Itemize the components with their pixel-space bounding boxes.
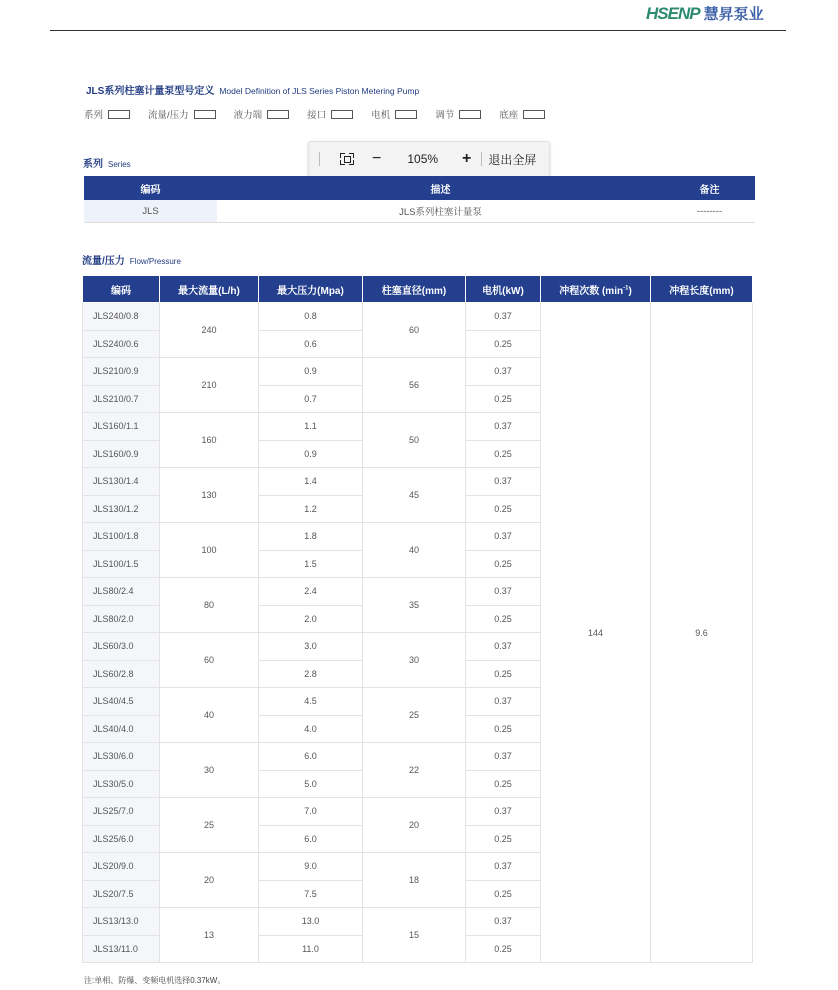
legend-item <box>84 107 130 121</box>
legend-box <box>267 110 289 119</box>
legend-box <box>395 110 417 119</box>
max-pressure-cell: 6.0 <box>259 825 363 853</box>
model-code-cell: JLS30/5.0 <box>83 770 160 798</box>
legend-label: 调节 <box>435 110 455 121</box>
column-header: 最大流量(L/h) <box>160 276 259 303</box>
model-code-cell: JLS40/4.0 <box>83 715 160 743</box>
toolbar-divider <box>319 152 320 166</box>
model-code-cell: JLS13/11.0 <box>83 935 160 963</box>
column-header-tail: ) <box>628 285 632 297</box>
max-flow-cell: 60 <box>160 633 259 688</box>
plunger-diameter-cell: 60 <box>363 303 466 358</box>
viewer-toolbar <box>308 141 550 177</box>
max-pressure-cell: 1.2 <box>259 495 363 523</box>
legend-label: 接口 <box>307 110 327 121</box>
column-header <box>541 276 651 303</box>
max-flow-cell: 20 <box>160 853 259 908</box>
zoom-in-button[interactable]: + <box>462 150 472 167</box>
zoom-level: 105% <box>407 152 439 166</box>
legend-item <box>371 107 417 121</box>
stroke-length-cell: 9.6 <box>651 303 753 963</box>
max-pressure-cell: 0.7 <box>259 385 363 413</box>
column-header: 柱塞直径(mm) <box>363 276 466 303</box>
model-code-cell: JLS210/0.9 <box>83 358 160 386</box>
model-code-cell: JLS13/13.0 <box>83 908 160 936</box>
column-header: 编码 <box>84 176 217 200</box>
flow-heading <box>82 252 181 267</box>
max-pressure-cell: 1.1 <box>259 413 363 441</box>
plunger-diameter-cell: 25 <box>363 688 466 743</box>
max-pressure-cell: 11.0 <box>259 935 363 963</box>
motor-power-cell: 0.37 <box>466 468 541 496</box>
max-flow-cell: 40 <box>160 688 259 743</box>
model-code-cell: JLS60/3.0 <box>83 633 160 661</box>
table-row <box>83 303 753 331</box>
model-code-cell: JLS240/0.6 <box>83 330 160 358</box>
max-pressure-cell: 2.4 <box>259 578 363 606</box>
plunger-diameter-cell: 15 <box>363 908 466 963</box>
plunger-diameter-cell: 56 <box>363 358 466 413</box>
column-header-text: 冲程次数 (min <box>559 285 624 297</box>
motor-power-cell: 0.37 <box>466 303 541 331</box>
legend-item <box>499 107 545 121</box>
max-pressure-cell: 0.9 <box>259 440 363 468</box>
max-pressure-cell: 0.9 <box>259 358 363 386</box>
motor-power-cell: 0.25 <box>466 770 541 798</box>
brand-name: 慧昇泵业 <box>703 6 764 23</box>
page-title-en: Model Definition of JLS Series Piston Metering Pump <box>219 86 420 96</box>
toolbar-divider <box>481 152 482 166</box>
stroke-rate-cell: 144 <box>541 303 651 963</box>
model-code-cell: JLS130/1.2 <box>83 495 160 523</box>
motor-power-cell: 0.37 <box>466 358 541 386</box>
flow-heading-cn: 流量/压力 <box>82 256 125 267</box>
motor-power-cell: 0.25 <box>466 330 541 358</box>
model-code-cell: JLS25/7.0 <box>83 798 160 826</box>
table-row <box>84 200 755 223</box>
model-code-cell: JLS40/4.5 <box>83 688 160 716</box>
model-code-cell: JLS100/1.5 <box>83 550 160 578</box>
plunger-diameter-cell: 20 <box>363 798 466 853</box>
max-flow-cell: 13 <box>160 908 259 963</box>
max-flow-cell: 130 <box>160 468 259 523</box>
legend-label: 流量/压力 <box>148 110 189 121</box>
plunger-diameter-cell: 35 <box>363 578 466 633</box>
motor-power-cell: 0.25 <box>466 880 541 908</box>
legend-label: 底座 <box>499 110 519 121</box>
motor-power-cell: 0.25 <box>466 385 541 413</box>
motor-power-cell: 0.25 <box>466 715 541 743</box>
motor-power-cell: 0.25 <box>466 660 541 688</box>
max-pressure-cell: 1.4 <box>259 468 363 496</box>
model-code-cell: JLS25/6.0 <box>83 825 160 853</box>
max-pressure-cell: 4.0 <box>259 715 363 743</box>
table-cell: JLS <box>84 200 217 223</box>
motor-power-cell: 0.25 <box>466 440 541 468</box>
motor-power-cell: 0.37 <box>466 853 541 881</box>
model-code-cell: JLS100/1.8 <box>83 523 160 551</box>
column-header: 电机(kW) <box>466 276 541 303</box>
max-flow-cell: 100 <box>160 523 259 578</box>
max-pressure-cell: 0.6 <box>259 330 363 358</box>
max-pressure-cell: 13.0 <box>259 908 363 936</box>
motor-power-cell: 0.37 <box>466 523 541 551</box>
model-code-cell: JLS240/0.8 <box>83 303 160 331</box>
brand-logo-text: HSENP <box>646 3 700 23</box>
legend-item <box>148 107 216 121</box>
model-code-cell: JLS20/7.5 <box>83 880 160 908</box>
max-pressure-cell: 4.5 <box>259 688 363 716</box>
max-pressure-cell: 3.0 <box>259 633 363 661</box>
model-code-cell: JLS210/0.7 <box>83 385 160 413</box>
plunger-diameter-cell: 50 <box>363 413 466 468</box>
motor-power-cell: 0.25 <box>466 550 541 578</box>
series-heading-cn: 系列 <box>83 159 103 170</box>
max-pressure-cell: 0.8 <box>259 303 363 331</box>
series-table <box>84 176 755 223</box>
max-pressure-cell: 7.0 <box>259 798 363 826</box>
motor-power-cell: 0.37 <box>466 578 541 606</box>
brand-logo <box>646 3 764 24</box>
motor-power-cell: 0.37 <box>466 633 541 661</box>
table-cell: -------- <box>664 200 755 223</box>
motor-power-cell: 0.25 <box>466 605 541 633</box>
legend-item <box>307 107 353 121</box>
max-pressure-cell: 1.8 <box>259 523 363 551</box>
flow-pressure-table <box>82 275 753 963</box>
model-code-cell: JLS160/1.1 <box>83 413 160 441</box>
plunger-diameter-cell: 18 <box>363 853 466 908</box>
table-cell: JLS系列柱塞计量泵 <box>217 200 664 223</box>
legend-box <box>331 110 353 119</box>
column-header-sup: -1 <box>623 285 629 292</box>
header-divider <box>50 30 786 31</box>
legend-box <box>523 110 545 119</box>
series-heading-en: Series <box>108 160 131 169</box>
column-header: 备注 <box>664 176 755 200</box>
max-pressure-cell: 2.8 <box>259 660 363 688</box>
model-code-cell: JLS80/2.0 <box>83 605 160 633</box>
motor-power-cell: 0.25 <box>466 935 541 963</box>
flow-table-header <box>83 276 753 303</box>
model-code-cell: JLS60/2.8 <box>83 660 160 688</box>
column-header: 描述 <box>217 176 664 200</box>
series-heading <box>83 155 131 170</box>
model-code-cell: JLS30/6.0 <box>83 743 160 771</box>
max-pressure-cell: 6.0 <box>259 743 363 771</box>
max-pressure-cell: 1.5 <box>259 550 363 578</box>
max-flow-cell: 30 <box>160 743 259 798</box>
legend-label: 电机 <box>371 110 391 121</box>
flow-heading-en: Flow/Pressure <box>129 257 181 266</box>
motor-power-cell: 0.37 <box>466 798 541 826</box>
legend-label: 系列 <box>84 110 104 121</box>
motor-power-cell: 0.37 <box>466 743 541 771</box>
motor-power-cell: 0.37 <box>466 908 541 936</box>
legend-box <box>194 110 216 119</box>
motor-power-cell: 0.37 <box>466 688 541 716</box>
motor-power-cell: 0.25 <box>466 825 541 853</box>
max-pressure-cell: 7.5 <box>259 880 363 908</box>
model-code-legend <box>84 107 563 121</box>
zoom-out-button[interactable]: − <box>372 150 382 167</box>
max-flow-cell: 25 <box>160 798 259 853</box>
max-flow-cell: 240 <box>160 303 259 358</box>
motor-power-cell: 0.25 <box>466 495 541 523</box>
model-code-cell: JLS80/2.4 <box>83 578 160 606</box>
exit-fullscreen-button[interactable]: 退出全屏 <box>488 152 537 167</box>
max-flow-cell: 80 <box>160 578 259 633</box>
column-header: 冲程长度(mm) <box>651 276 753 303</box>
plunger-diameter-cell: 22 <box>363 743 466 798</box>
max-pressure-cell: 5.0 <box>259 770 363 798</box>
footnote: 注:单相、防爆、变频电机选择0.37kW。 <box>84 976 226 985</box>
plunger-diameter-cell: 30 <box>363 633 466 688</box>
legend-item <box>435 107 481 121</box>
legend-box <box>459 110 481 119</box>
fit-page-icon[interactable] <box>340 153 354 165</box>
series-table-header <box>84 176 755 200</box>
model-code-cell: JLS130/1.4 <box>83 468 160 496</box>
plunger-diameter-cell: 45 <box>363 468 466 523</box>
legend-label: 液力端 <box>233 110 263 121</box>
page-title <box>86 82 419 97</box>
legend-item <box>234 107 290 121</box>
plunger-diameter-cell: 40 <box>363 523 466 578</box>
max-flow-cell: 160 <box>160 413 259 468</box>
column-header: 编码 <box>83 276 160 303</box>
legend-box <box>108 110 130 119</box>
page-title-cn: JLS系列柱塞计量泵型号定义 <box>86 86 215 97</box>
model-code-cell: JLS20/9.0 <box>83 853 160 881</box>
column-header: 最大压力(Mpa) <box>259 276 363 303</box>
motor-power-cell: 0.37 <box>466 413 541 441</box>
max-pressure-cell: 9.0 <box>259 853 363 881</box>
model-code-cell: JLS160/0.9 <box>83 440 160 468</box>
max-flow-cell: 210 <box>160 358 259 413</box>
max-pressure-cell: 2.0 <box>259 605 363 633</box>
